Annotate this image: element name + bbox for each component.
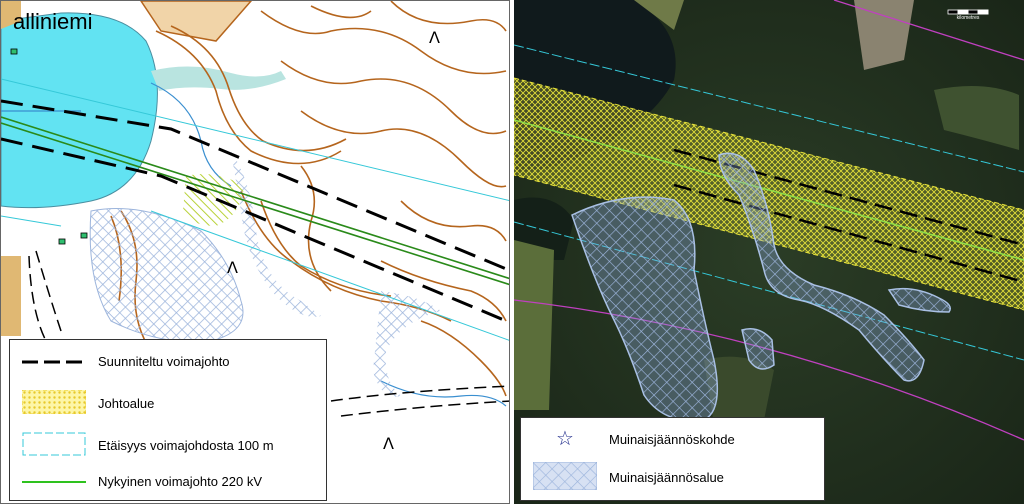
lake (1, 13, 157, 208)
legend-item-heritage-area (521, 462, 824, 490)
buffer-swatch (22, 432, 86, 456)
legend-left (9, 339, 327, 501)
legend-label: Etäisyys voimajohdosta 100 m (98, 438, 274, 453)
legend-item-existing (10, 468, 326, 496)
scalebar (948, 10, 988, 14)
heritage-area-left-3 (373, 291, 441, 397)
legend-label: Muinaisjäännöskohde (609, 432, 735, 447)
legend-item-buffer (10, 432, 326, 460)
grove-symbol-2: Λ (227, 258, 238, 277)
parcel-2 (141, 1, 251, 41)
legend-right (520, 417, 825, 501)
legend-label: Nykyinen voimajohto 220 kV (98, 474, 263, 489)
legend-item-heritage-site (521, 426, 824, 454)
basemap-panel[interactable] (0, 0, 510, 504)
legend-item-corridor (10, 390, 326, 418)
grove-symbol: Λ (429, 28, 440, 47)
existing-line-swatch (22, 472, 86, 492)
place-name: alliniemi (13, 9, 93, 34)
corridor-swatch (22, 390, 86, 414)
planned-line-swatch (22, 352, 86, 372)
grove-symbol-3: Λ (383, 434, 394, 453)
aerial-panel[interactable] (514, 0, 1024, 504)
heritage-area-left (90, 209, 243, 342)
scale-label: kilometres (956, 15, 980, 21)
legend-label: Muinaisjäännösalue (609, 470, 724, 485)
clearing-2 (514, 240, 554, 410)
legend-label: Suunniteltu voimajohto (98, 354, 230, 369)
legend-label: Johtoalue (98, 396, 155, 411)
field (183, 174, 244, 226)
parcel-3 (1, 256, 21, 336)
heritage-area-swatch (533, 462, 597, 490)
river-inlet (151, 66, 286, 91)
star-icon: ☆ (556, 428, 574, 450)
legend-item-planned (10, 348, 326, 376)
